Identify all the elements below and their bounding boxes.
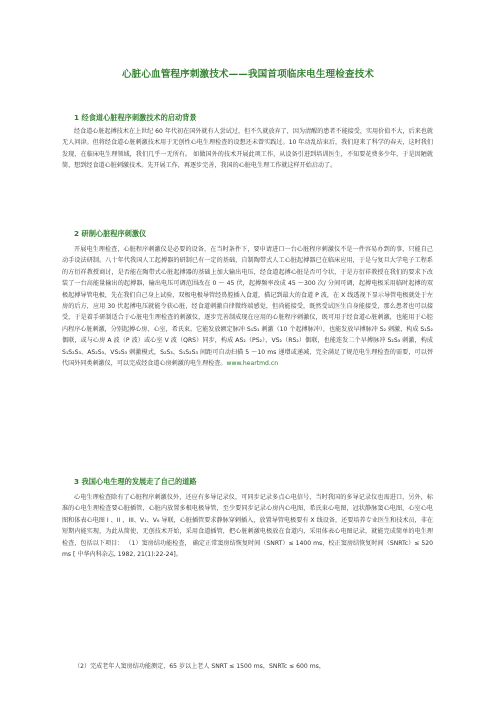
- document-title: 心脏心血管程序刺激技术——我国首项临床电生理检查技术: [121, 69, 375, 80]
- section-heading-2: 2 研制心脏程序刺激仪: [74, 229, 147, 238]
- section-3-paragraph-1: 心电生理检查除有了心脏程序刺激仪外，还应有多导记录仪，可同步记录多点心电信号，当时我国的多导记录仪也需进口，另外，标准的心电生理检查要心脏插管，心脏内放置多根电极导管，至少要同步记录心房内心电图，希氏束心电图，冠状静脉窦心电图，心室心电图和体表心电图 I 、II 、III、V₁、V₆ 导联，心脏插管要求静脉穿刺插入，放置导管电极要有 X 线设备，还要培养专业医生和技术员，非在短期内能实现，为此从简使，无创技术开始，采用食道插管，把心脏刺激电极放在食道内，采用体表心电图记录，就能完成简单的电生理检查，包括以下项目： （1）窦房结功能检查， 确定正常窦房结恢复时间（SNRT）≤ 1400 ms，校正窦房结恢复时间（SNRTc）≤ 520 ms [ 中华内科杂志, 1982, 21(1):22-24]。: [62, 494, 433, 559]
- section-2-text: 开展电生理检查，心脏程序刺激仪是必要的设备，在当时条件下，要申请进口一台心脏程序刺激仪不是一件容易办到的事，只能自己动手设法研制。八十年代我国人工起搏器的研制已有一定的基础，自制陶带式人工心脏起搏器已在临床应用，于是与复旦大学电子工程系的方衍祥教授商讨，是否能在陶带式心脏起搏器的基础上加大输出电压，经食道起搏心脏是否可令状，于是方衍祥教授在我们的要求下改装了一台高能量输出的起搏器，输出电压可调范围改在 0 ～ 45 伏，起搏频率改成 45 ～300 次/ 分间可调，起搏电极采用临时起搏的双极起搏导管电极，先在我们自己身上试验，双极电极导管经鼻腔插入食道，描记到最大的食道 P 波，在 X 线透视下显示导管电极就处于左房的后方，应用 30 伏起搏电压就能令获心脏，经食道刺激自律微终端感觉，但尚能接受，既然受试医生自身能接受，那么患者也可以接受，于是着手研制适合于心脏电生理检查的刺激仪，逐步完善制成现在应用的心脏程序刺激仪，既可用于经食道心脏刺激，也能用于心腔内程序心脏刺激，分别起搏心房、心室，希氏束。它能发放额定脉冲 S₁S₁ 刺激（10 个起搏脉冲），也能发放早搏脉冲 S₂ 刺激，构成 S₁S₂ 偶联，或与心房 A 波（P 波）或心室 V 波（QRS）同步，构成 AS₂（PS₂）、VS₂（RS₂）偶联，也能连发二个早搏脉冲 S₂S₃ 刺激，构成 S₁S₂S₃、AS₂S₃、VS₂S₃ 刺激模式，S₂S₃、S₁S₂S₃ 间距可自动扫描 5 ～10 ms 递增或递减，完全满足了规范电生理检查的需要，可以替代国外同类刺激仪，可以完成经食道心房刺激的电生理检查。: [62, 246, 433, 368]
- section-heading-3: 3 我国心电生理的发展走了自己的道路: [74, 477, 197, 486]
- section-3-paragraph-2: （2）完成老年人窦房结功能测定，65 岁以上老人 SNRT ≤ 1500 ms，SNRTc ≤ 600 ms，: [74, 663, 325, 670]
- section-1-paragraph: 经食道心脏起搏技术在上世纪 60 年代初在国外就有人尝试过，但不久就放弃了，因为清醒的患者不能接受，实用价值不大，后来也就无人问津。但将经食道心脏刺激技术用于无创性心电生理检查的设想还未曾实践过。10 年动乱结束后，我们迎来了科学的春天，这时我们发现，在临床电生理领域，我们几乎一无所有。 如做国外的技术开展此项工作，从设备引进到培训医生，不知要花费多少年，于是因陋就简，想到经食道心脏刺激技术。先开展工作，再逐步完善，我国的心脏电生理工作就这样开始启动了。: [62, 128, 433, 170]
- section-2-paragraph: [62, 244, 433, 369]
- heartmd-link[interactable]: www.heartmd.cn: [226, 360, 279, 368]
- section-heading-1: 1 经食道心脏程序刺激技术的启动背景: [74, 113, 197, 122]
